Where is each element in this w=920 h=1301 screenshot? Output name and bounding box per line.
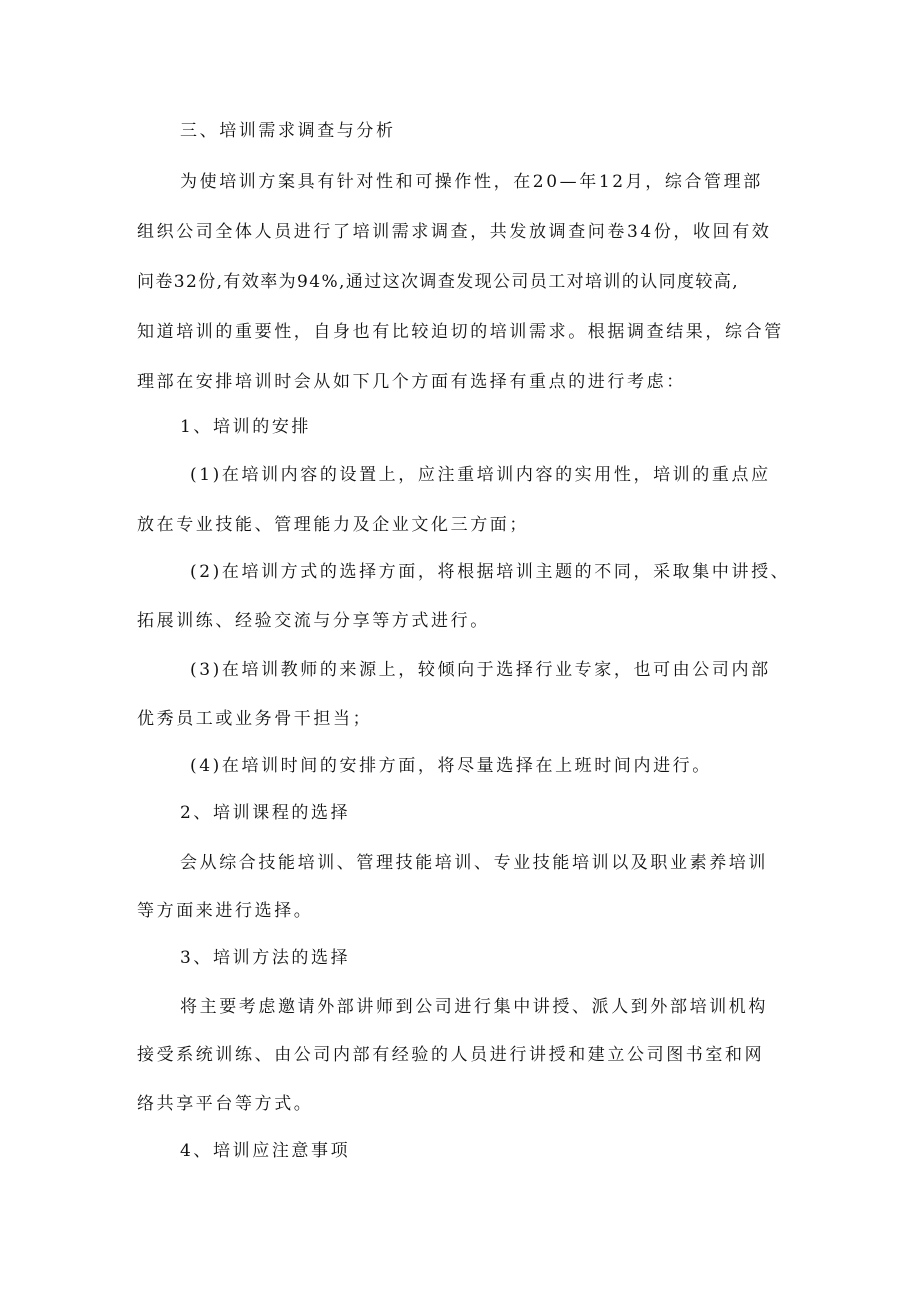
item-3-body: 将主要考虑邀请外部讲师到公司进行集中讲授、派人到外部培训机构 <box>180 997 768 1017</box>
item-1-paragraph-3: (3)在培训教师的来源上，较倾向于选择行业专家，也可由公司内部 <box>190 660 771 680</box>
intro-line: 理部在安排培训时会从如下几个方面有选择有重点的进行考虑： <box>137 372 686 392</box>
item-3-body: 接受系统训练、由公司内部有经验的人员进行讲授和建立公司图书室和网 <box>137 1045 765 1065</box>
item-2-heading: 2、培训课程的选择 <box>180 803 351 823</box>
intro-line: 知道培训的重要性，自身也有比较迫切的培训需求。根据调查结果，综合管 <box>137 322 784 342</box>
section-heading: 三、培训需求调查与分析 <box>180 121 396 141</box>
intro-line: 为使培训方案具有针对性和可操作性，在20—年12月，综合管理部 <box>180 172 763 192</box>
item-1-paragraph-1: 放在专业技能、管理能力及企业文化三方面； <box>137 515 529 535</box>
item-1-paragraph-3: 优秀员工或业务骨干担当； <box>137 709 373 729</box>
item-3-heading: 3、培训方法的选择 <box>180 948 351 968</box>
intro-line: 问卷32份,有效率为94%,通过这次调查发现公司员工对培训的认同度较高, <box>137 272 740 292</box>
item-3-body: 络共享平台等方式。 <box>137 1094 314 1114</box>
item-1-paragraph-1: (1)在培训内容的设置上，应注重培训内容的实用性，培训的重点应 <box>190 465 771 485</box>
item-4-heading: 4、培训应注意事项 <box>180 1141 351 1161</box>
item-1-paragraph-2: 拓展训练、经验交流与分享等方式进行。 <box>137 611 490 631</box>
intro-line: 组织公司全体人员进行了培训需求调查，共发放调查问卷34份，收回有效 <box>137 222 772 242</box>
item-1-heading: 1、培训的安排 <box>180 417 312 437</box>
item-2-body: 会从综合技能培训、管理技能培训、专业技能培训以及职业素养培训 <box>180 853 768 873</box>
item-1-paragraph-4: (4)在培训时间的安排方面，将尽量选择在上班时间内进行。 <box>190 756 712 776</box>
item-2-body: 等方面来进行选择。 <box>137 901 314 921</box>
item-1-paragraph-2: (2)在培训方式的选择方面，将根据培训主题的不同，采取集中讲授、 <box>190 562 791 582</box>
